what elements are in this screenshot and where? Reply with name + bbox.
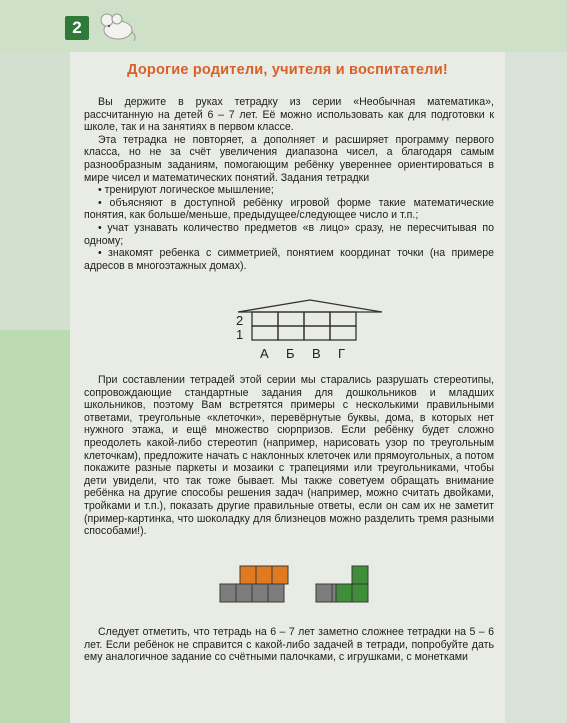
house-roof xyxy=(238,300,382,312)
house-coordinates-diagram xyxy=(230,298,390,364)
body-text xyxy=(84,374,494,538)
column-label: В xyxy=(312,346,321,361)
house-cell xyxy=(252,326,278,340)
house-cell xyxy=(304,326,330,340)
column-label: Г xyxy=(338,346,346,361)
column-label: Б xyxy=(286,346,295,361)
column-label: А xyxy=(260,346,269,361)
right-margin-background xyxy=(505,52,567,723)
chocolate-division-diagram xyxy=(218,564,388,610)
list-item: • знакомят ребенка с симметрией, понятием координат точки (на примере адресов в многоэтажных домах). xyxy=(84,247,494,272)
body-paragraph: При составлении тетрадей этой серии мы старались разрушать стереотипы, сопровождающие стандартные задания для дошкольников и младших школьников, поэтому Вам встретятся примеры с несколькими правильными ответами, треугольные «клеточки», перевёрнутые буквы, дома, в которых нет нужного этажа, и ещё множество сюрпризов. Если ребёнку будет сложно преодолеть какой-либо стереотип (например, нарисовать узор по треугольным клеточкам), предложите начать с наклонных клеточек или прямоугольных, а потом покажите разные паркеты и мозаики с трапециями или треугольниками, чтобы дети увидели, что так тоже бывает. Мы также советуем обращать внимание ребёнка на другие способы решения задач (например, можно считать двойками, тройками и т.п.), показать другие правильные ответы, если он сам их не заметит (пример-картинка, что шоколадку для близнецов можно разделить тремя разными способами!). xyxy=(84,374,494,538)
list-item: • объясняют в доступной ребёнку игровой форме такие математические понятия, как больше/меньше, предыдущее/следующее число и т.п.; xyxy=(84,197,494,222)
left-green-background xyxy=(0,330,70,723)
intro-paragraph-2: Эта тетрадка не повторяет, а дополняет и расширяет программу первого класса, но не за счёт увеличения диапазона чисел, а благодаря самым разнообразным заданиям, помогающим ребёнку увереннее ориентироваться в мире чисел и математических понятий. Задания тетрадки xyxy=(84,133,494,184)
footer-text xyxy=(84,626,494,664)
floor-label: 2 xyxy=(236,313,244,328)
house-cell xyxy=(278,326,304,340)
list-item: • учат узнавать количество предметов «в лицо» сразу, не пересчитывая по одному; xyxy=(84,222,494,247)
chocolate-bar-orange xyxy=(220,566,288,602)
mouse-icon xyxy=(96,10,138,44)
house-cell xyxy=(330,312,356,326)
list-item: • тренируют логическое мышление; xyxy=(84,184,494,197)
chocolate-bar-green xyxy=(316,566,368,602)
house-cell xyxy=(252,312,278,326)
footer-paragraph: Следует отметить, что тетрадь на 6 – 7 лет заметно сложнее тетрадки на 5 – 6 лет. Если ребёнок не справится с какой-либо задачей в тетради, попробуйте дать ему аналогичное задание со счётными палочками, с игрушками, с монетками xyxy=(84,626,494,664)
page-number-badge: 2 xyxy=(65,16,89,40)
content-panel xyxy=(70,52,505,723)
intro-paragraph-1: Вы держите в руках тетрадку из серии «Необычная математика», рассчитанную на детей 6 – 7 лет. Её можно использовать как для подготовки к школе, так и на занятиях в первом классе. xyxy=(84,96,494,134)
house-cell xyxy=(278,312,304,326)
floor-label: 1 xyxy=(236,327,244,342)
skills-list xyxy=(84,184,494,272)
page-title: Дорогие родители, учителя и воспитатели! xyxy=(127,62,448,78)
house-cell xyxy=(330,326,356,340)
intro-text xyxy=(84,96,494,272)
house-cell xyxy=(304,312,330,326)
